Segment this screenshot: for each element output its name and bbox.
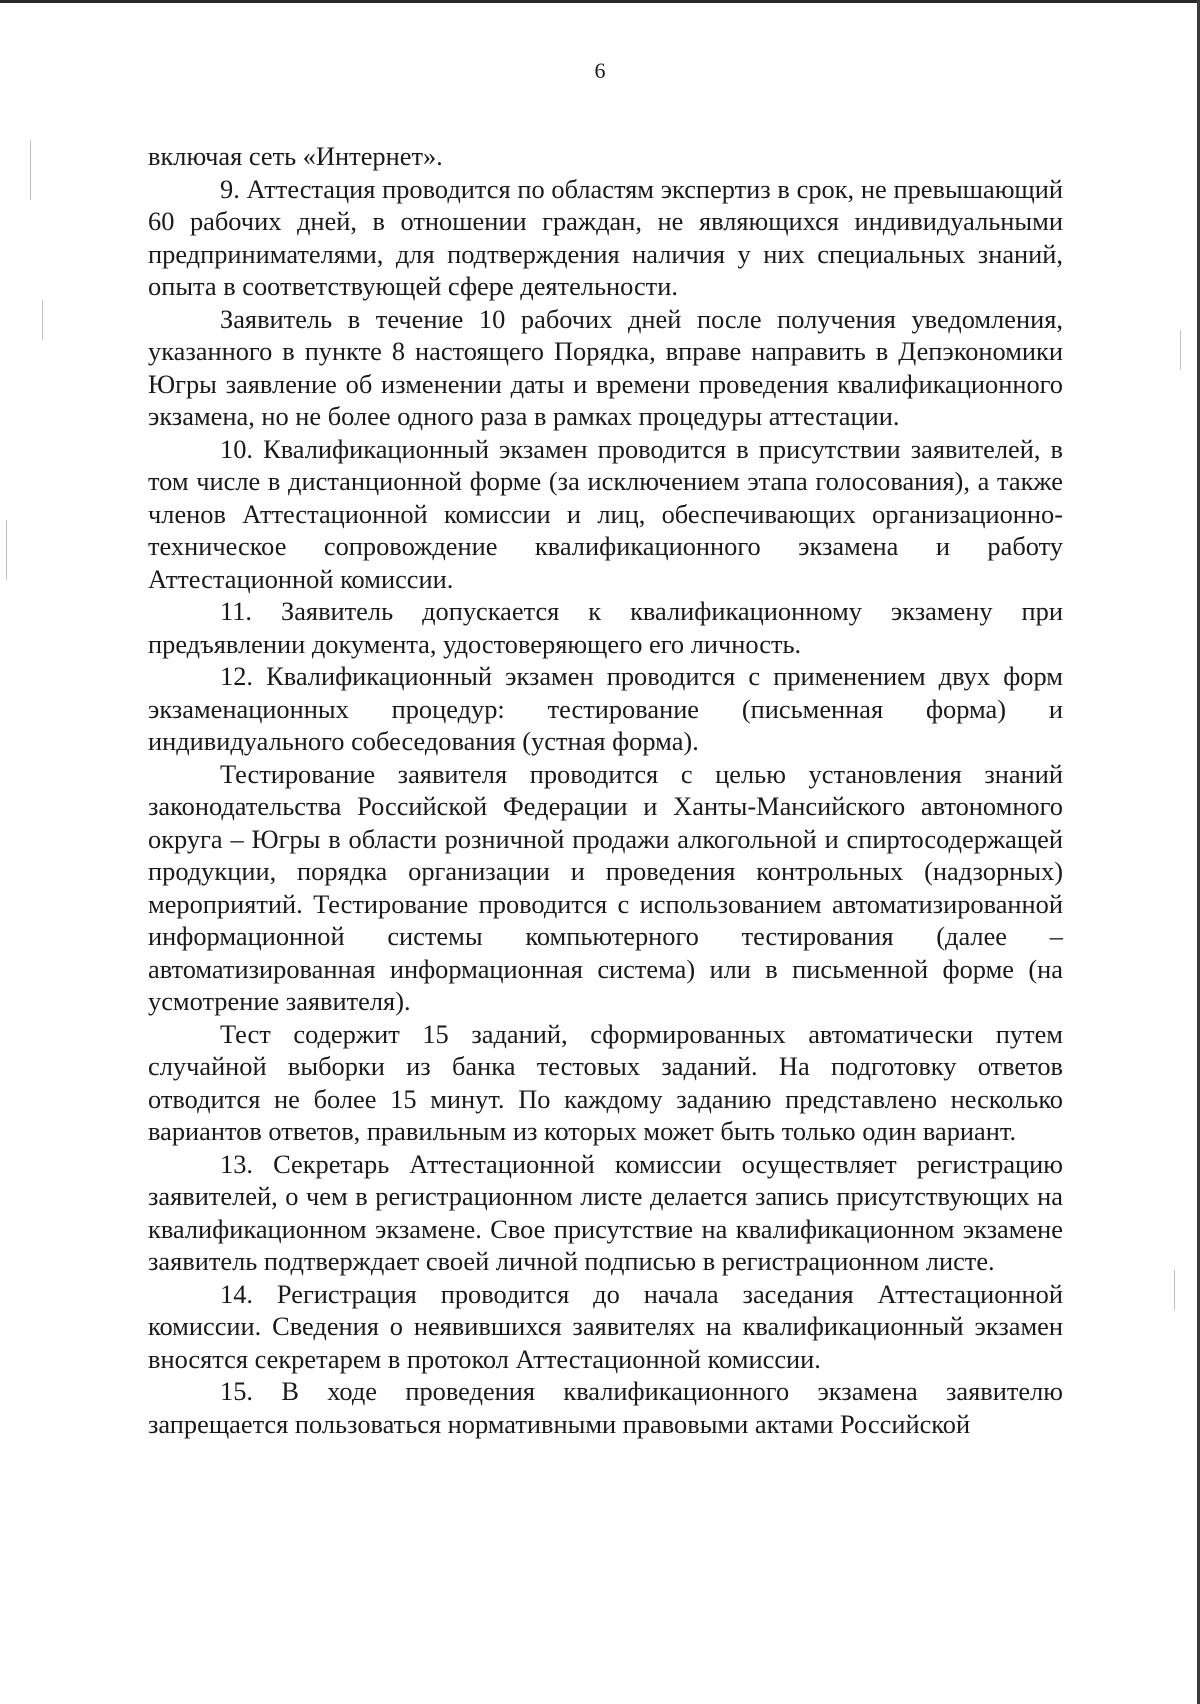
paragraph-item-12: 12. Квалификационный экзамен проводится с применением двух форм экзаменационных процедур: тестирование (письменная форма) и индивидуального собеседования (устная форма). (148, 661, 1063, 756)
paragraph-applicant-notice: Заявитель в течение 10 рабочих дней после получения уведомления, указанного в пункте 8 настоящего Порядка, вправе направить в Депэкономики Югры заявление об изменении даты и времени проведения квалификационного экзамена, но не более одного раза в рамках процедуры аттестации. (148, 303, 1063, 431)
scan-noise-right-1 (1180, 330, 1181, 370)
paragraph-test-content: Тест содержит 15 заданий, сформированных автоматически путем случайной выборки из банка тестовых заданий. На подготовку ответов отводится не более 15 минут. По каждому заданию представлено несколько вариантов ответов, правильным из которых может быть только один вариант. (148, 1018, 1063, 1146)
paragraph-item-9: 9. Аттестация проводится по областям экспертиз в срок, не превышающий 60 рабочих дней, в отношении граждан, не являющихся индивидуальными предпринимателями, для подтверждения наличия у них специальных знаний, опыта в соответствующей сфере деятельности. (148, 173, 1063, 301)
paragraph-item-15: 15. В ходе проведения квалификационного экзамена заявителю запрещается пользоваться нормативными правовыми актами Российской (148, 1376, 1063, 1439)
paragraph-item-13: 13. Секретарь Аттестационной комиссии осуществляет регистрацию заявителей, о чем в регистрационном листе делается запись присутствующих на квалификационном экзамене. Свое присутствие на квалификационном экзамене заявитель подтверждает своей личной подписью в регистрационном листе. (148, 1148, 1063, 1276)
scan-edge-top (0, 0, 1200, 3)
paragraph-testing: Тестирование заявителя проводится с целью установления знаний законодательства Российской Федерации и Ханты-Мансийского автономного округа – Югры в области розничной продажи алкогольной и спиртосодержащей продукции, порядка организации и проведения контрольных (надзорных) мероприятий. Тестирование проводится с использованием автоматизированной информационной системы компьютерного тестирования (далее – автоматизированная информационная система) или в письменной форме (на усмотрение заявителя). (148, 758, 1063, 1016)
paragraph-item-11: 11. Заявитель допускается к квалификационному экзамену при предъявлении документа, удостоверяющего его личность. (148, 596, 1063, 659)
page-number: 6 (594, 58, 606, 83)
paragraph-item-10: 10. Квалификационный экзамен проводится в присутствии заявителей, в том числе в дистанционной форме (за исключением этапа голосования), а также членов Аттестационной комиссии и лиц, обеспечивающих организационно-техническое сопровождение квалификационного экзамена и работу Аттестационной комиссии. (148, 433, 1063, 594)
scan-noise-left-1 (30, 140, 31, 200)
paragraph-continuation: включая сеть «Интернет». (148, 141, 443, 171)
document-body (148, 140, 1063, 1440)
scan-noise-right-2 (1174, 1270, 1175, 1310)
paragraph-item-14: 14. Регистрация проводится до начала заседания Аттестационной комиссии. Сведения о неявившихся заявителях на квалификационный экзамен вносятся секретарем в протокол Аттестационной комиссии. (148, 1278, 1063, 1374)
scan-noise-left-2 (42, 300, 43, 340)
scan-noise-left-3 (6, 520, 7, 580)
